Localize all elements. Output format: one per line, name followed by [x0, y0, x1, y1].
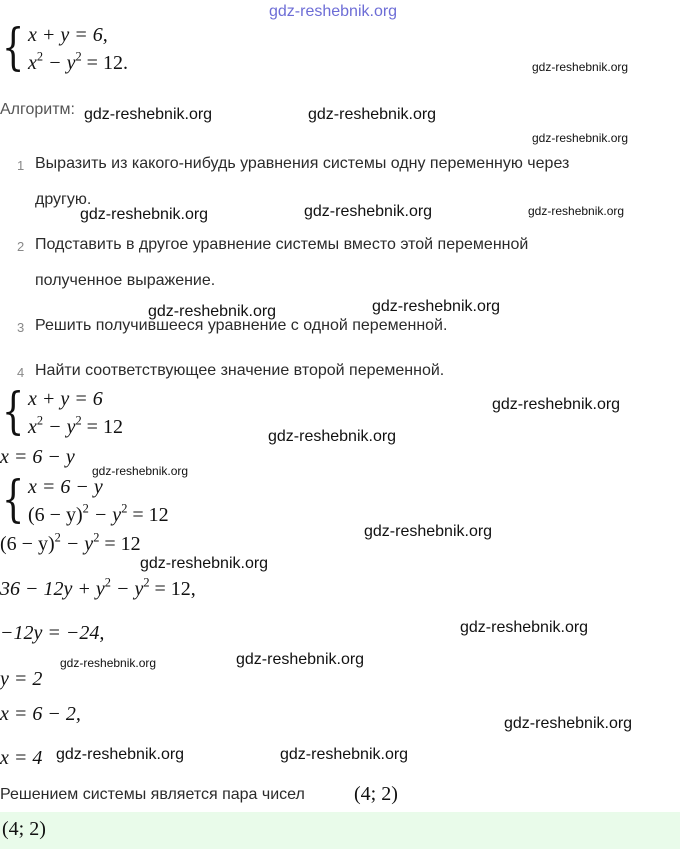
watermark: gdz-reshebnik.org: [304, 203, 433, 220]
watermark: gdz-reshebnik.org: [60, 656, 157, 670]
step-text: полученное выражение.: [35, 272, 216, 289]
watermark: gdz-reshebnik.org: [492, 396, 621, 413]
watermark: gdz-reshebnik.org: [148, 303, 277, 320]
equation-b: $36 - 12y + y^2 - y^2 = 12$,: [0, 575, 196, 600]
brace-icon: {: [2, 470, 25, 528]
step-text: Выразить из какого-нибудь уравнения системы одну переменную через: [35, 155, 570, 172]
watermark: gdz-reshebnik.org: [532, 60, 629, 74]
watermark: gdz-reshebnik.org: [364, 523, 493, 540]
answer-box: [0, 812, 680, 849]
system1-eq1: x + y = 6,: [28, 24, 108, 46]
algorithm-label: Алгоритм:: [0, 101, 75, 118]
step-number: 4: [17, 365, 25, 380]
watermark: gdz-reshebnik.org: [372, 298, 501, 315]
step-number: 3: [17, 320, 25, 335]
equation-a: $(6 - y)^2 - y^2 = 12$: [0, 530, 141, 555]
system2-eq1: x + y = 6: [28, 388, 103, 410]
watermark: gdz-reshebnik.org: [504, 715, 633, 732]
watermark: gdz-reshebnik.org: [528, 204, 625, 218]
step-text: Подставить в другое уравнение системы вместо этой переменной: [35, 236, 529, 253]
watermark: gdz-reshebnik.org: [280, 746, 409, 763]
watermark: gdz-reshebnik.org: [236, 651, 365, 668]
equation-f: x = 4: [0, 747, 43, 769]
watermark: gdz-reshebnik.org: [532, 131, 629, 145]
step-text: другую.: [35, 191, 92, 208]
equation-d: y = 2: [0, 668, 43, 690]
watermark: gdz-reshebnik.org: [460, 619, 589, 636]
answer-value: (4; 2): [2, 818, 46, 840]
system1-eq2: $x^2 - y^2 = 12$.: [28, 49, 128, 74]
brace-icon: {: [2, 382, 25, 440]
watermark: gdz-reshebnik.org: [80, 206, 209, 223]
system2-eq2: $x^2 - y^2 = 12$: [28, 413, 123, 438]
step-text: Найти соответствующее значение второй переменной.: [35, 362, 445, 379]
watermark: gdz-reshebnik.org: [269, 3, 398, 20]
conclusion-text: Решением системы является пара чисел: [0, 786, 305, 803]
system3-eq2: $(6 - y)^2 - y^2 = 12$: [28, 501, 169, 526]
watermark: gdz-reshebnik.org: [56, 746, 185, 763]
conclusion-value: (4; 2): [354, 783, 398, 805]
watermark: gdz-reshebnik.org: [140, 555, 269, 572]
step-text: Решить получившееся уравнение с одной переменной.: [35, 317, 448, 334]
expression-x: x = 6 − y: [0, 446, 75, 468]
system3-eq1: x = 6 − y: [28, 476, 103, 498]
brace-icon: {: [2, 18, 25, 76]
watermark: gdz-reshebnik.org: [268, 428, 397, 445]
equation-e: x = 6 − 2,: [0, 703, 81, 725]
step-number: 2: [17, 239, 25, 254]
watermark: gdz-reshebnik.org: [308, 106, 437, 123]
equation-c: −12y = −24,: [0, 622, 105, 644]
watermark: gdz-reshebnik.org: [92, 464, 189, 478]
step-number: 1: [17, 158, 25, 173]
watermark: gdz-reshebnik.org: [84, 106, 213, 123]
